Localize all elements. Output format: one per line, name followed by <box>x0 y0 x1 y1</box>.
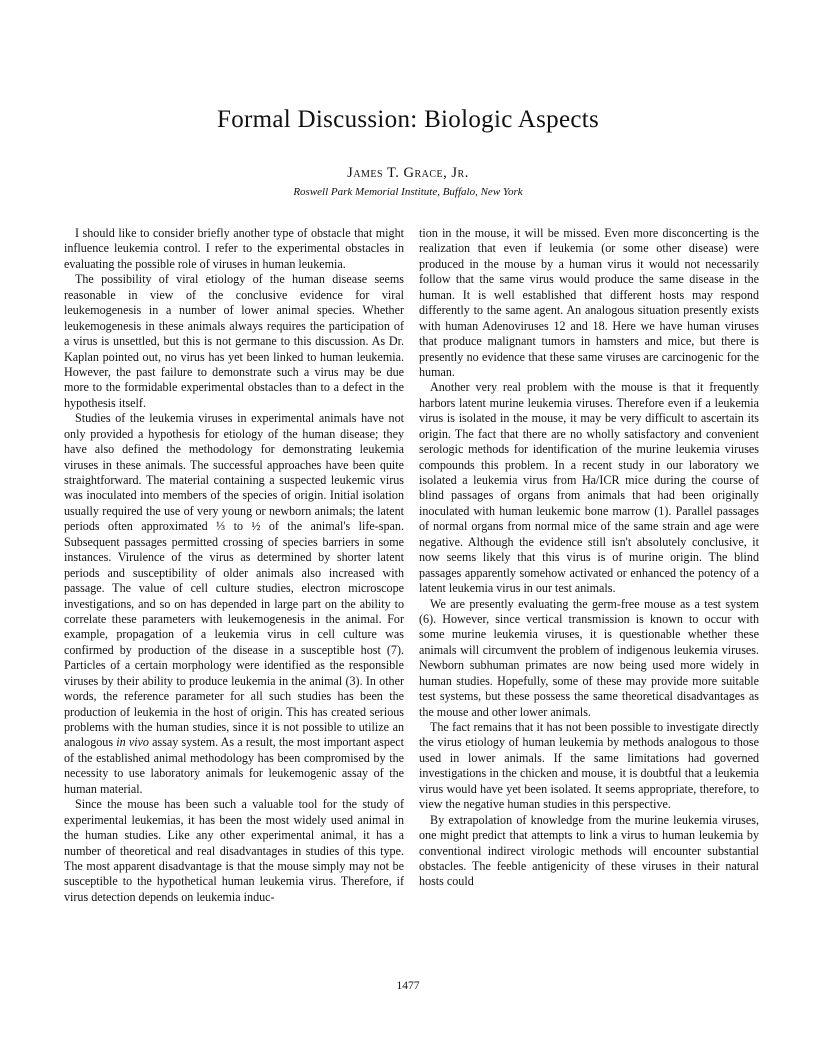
page-number: 1477 <box>396 980 420 992</box>
paragraph: tion in the mouse, it will be missed. Even more disconcerting is the realization that even if leukemia (or some other disease) were produced in the mouse by a human virus it would not necessarily follow that the same virus would produce the same disease in the human. It is well established that different hosts may respond differently to the same agent. An analogous situation presently exists with human Adenoviruses 12 and 18. Here we have human viruses that produce malignant tumors in hamsters and mice, but there is presently no evidence that these same viruses are carcinogenic for the human. <box>419 226 759 379</box>
paragraph: The fact remains that it has not been possible to investigate directly the virus etiology of human leukemia by methods analogous to those used in lower animals. If the same limitations had governed investigations in the chicken and mouse, it is doubtful that a leukemia virus would have yet been isolated. It seems appropriate, therefore, to view the negative human studies in this perspective. <box>419 720 759 812</box>
italic-term: in vivo <box>116 735 149 750</box>
paragraph-text: Studies of the leukemia viruses in experimental animals have not only provided a hypothesis for etiology of the human disease; they have also defined the methodology for demonstrating leukemia viruses in these animals. The successful approaches have been quite straightforward. The material containing a suspected leukemic virus was inoculated into members of the species of origin. Initial isolation usually required the use of very young or newborn animals; the latent periods often approximated ⅓ to ½ of the animal's life-span. Subsequent passages permitted crossing of species barriers in some instances. Virulence of the virus as determined by shorter latent periods and susceptibility of older animals also increased with passage. The value of cell culture studies, electron microscope investigations, and so on has depended in large part on the ability to correlate these parameters with leukemogenesis in the animal. For example, propagation of a leukemia virus in cell culture was confirmed by production of the disease in a susceptible host (7). Particles of a certain morphology were identified as the responsible viruses by their ability to produce leukemia in the animal (3). In other words, the reference parameter for all such studies has been the production of leukemia in the host of origin. This has created serious problems with the human studies, since it is not possible to utilize an analogous <box>64 411 404 750</box>
paragraph: The possibility of viral etiology of the human disease seems reasonable in view of the conclusive evidence for viral leukemogenesis in a number of lower animal species. Whether leukemogenesis in these animals always requires the participation of a virus is unsettled, but this is not germane to this discussion. As Dr. Kaplan pointed out, no virus has yet been linked to human leukemia. However, the past failure to demonstrate such a virus may be due more to the formidable experimental obstacles than to a defect in the hypothesis itself. <box>64 272 404 410</box>
paragraph: We are presently evaluating the germ-free mouse as a test system (6). However, since vertical transmission is known to occur with some murine leukemia viruses, it is questionable whether these animals will circumvent the problem of indigenous leukemia viruses. Newborn subhuman primates are now being used more widely in human studies. Hopefully, some of these may provide more suitable test systems, but these possess the same theoretical disadvantages as the mouse and other lower animals. <box>419 596 759 719</box>
paragraph-text: assay system. As a result, the most important aspect of the established animal methodology has been compromised by the necessity to use laboratory animals for leukemogenic assay of the human material. <box>64 735 405 796</box>
paragraph: By extrapolation of knowledge from the murine leukemia viruses, one might predict that attempts to link a virus to human leukemia by conventional indirect virologic methods will encounter substantial obstacles. The feeble antigenicity of these viruses in their natural hosts could <box>419 812 759 889</box>
paragraph <box>64 411 404 797</box>
paragraph: Another very real problem with the mouse is that it frequently harbors latent murine leukemia viruses. Therefore even if a leukemia virus is isolated in the mouse, it may be very difficult to ascertain its origin. The fact that there are no wholly satisfactory and convenient serologic methods for identification of the murine leukemia viruses compounds this problem. In a recent study in our laboratory we isolated a leukemia virus from Ha/ICR mice during the course of blind passages of organs from animals that had been originally inoculated with human leukemic bone marrow (1). Parallel passages of normal organs from normal mice of the same strain and age were negative. Although the evidence still isn't absolutely conclusive, it now seems likely that this virus is of murine origin. The blind passages apparently somehow activated or enhanced the potency of a latent leukemia virus in our test animals. <box>419 380 759 596</box>
paragraph: I should like to consider briefly another type of obstacle that might influence leukemia control. I refer to the experimental obstacles in evaluating the possible role of viruses in human leukemia. <box>64 226 404 271</box>
author-name: James T. Grace, Jr. <box>347 165 469 181</box>
left-column <box>64 226 404 905</box>
paragraph: Since the mouse has been such a valuable tool for the study of experimental leukemias, it has been the most widely used animal in the human studies. Like any other experimental animal, it has a number of theoretical and real disadvantages in studies of this type. The most apparent disadvantage is that the mouse simply may not be susceptible to the hypothetical human leukemia virus. Therefore, if virus detection depends on leukemia induc- <box>64 797 404 904</box>
right-column <box>419 226 759 890</box>
paper-title: Formal Discussion: Biologic Aspects <box>216 106 600 133</box>
author-affiliation: Roswell Park Memorial Institute, Buffalo, New York <box>293 186 523 198</box>
